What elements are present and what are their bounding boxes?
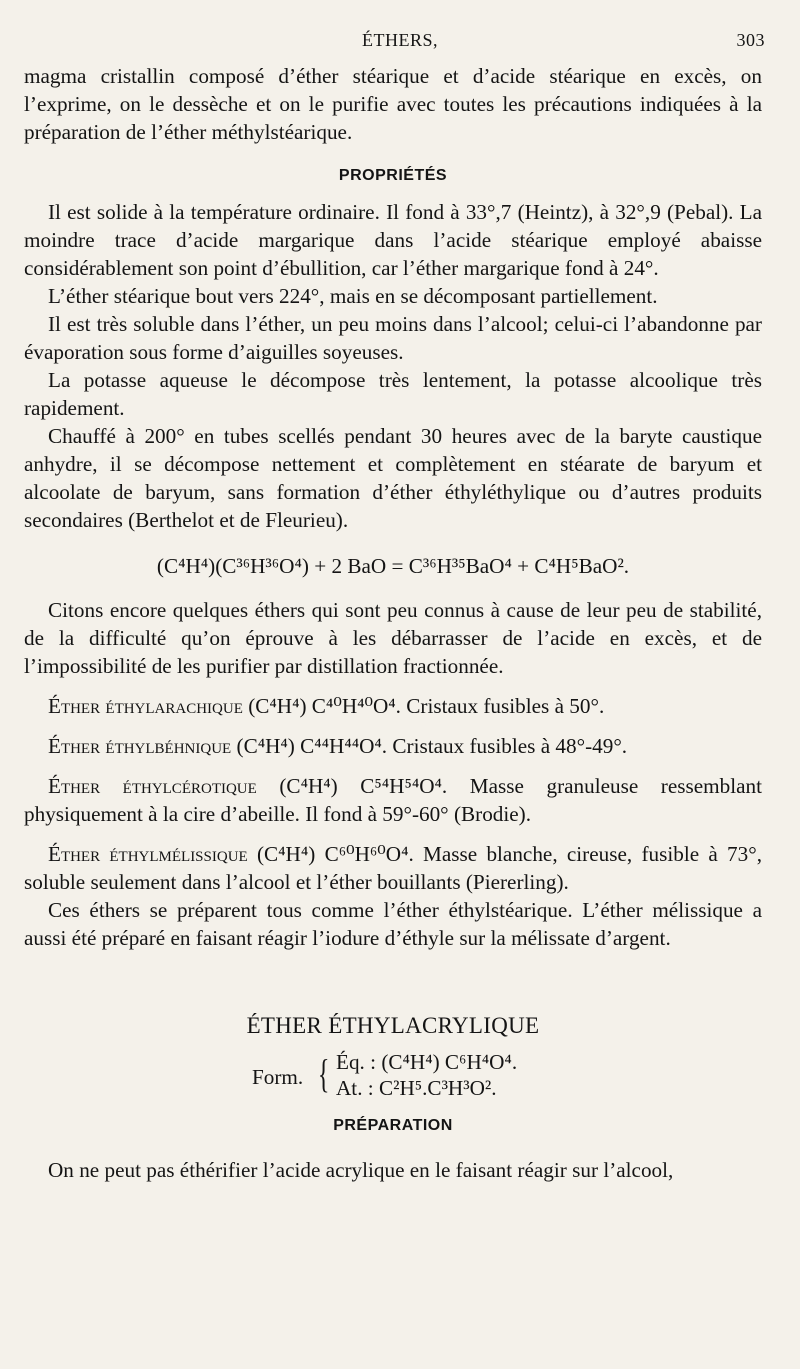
chemical-equation: (C⁴H⁴)(C³⁶H³⁶O⁴) + 2 BaO = C³⁶H³⁵BaO⁴ + C⁴H⁵BaO².	[156, 554, 630, 578]
ether-formula: (C⁴H⁴) C⁵⁴H⁵⁴O⁴.	[279, 774, 448, 798]
paragraph-other-ethers: Citons encore quelques éthers qui sont peu connus à cause de leur peu de stabilité, de la difficulté qu’on éprouve à les débarrasser de l’acide en excès, et de l’impossibilité de les purifier par distillation fractionnée.	[24, 598, 762, 678]
formula-equivalent: Éq. : (C⁴H⁴) C⁶H⁴O⁴.	[336, 1050, 518, 1074]
ether-formula: (C⁴H⁴) C⁶⁰H⁶⁰O⁴.	[256, 842, 414, 866]
ether-entry-melissique	[24, 840, 762, 896]
formula-atomic: At. : C²H⁵.C³H³O².	[336, 1076, 497, 1100]
ether-entry-behnique	[24, 732, 762, 760]
brace-symbol: {	[317, 1051, 330, 1096]
formula-block	[24, 1048, 762, 1106]
paragraph-preparation-note: Ces éthers se préparent tous comme l’éther éthylstéarique. L’éther mélissique a aussi été préparé en faisant réagir l’iodure d’éthyle sur la mélissate d’argent.	[24, 898, 762, 950]
ether-description: Cristaux fusibles à 48°-49°.	[392, 734, 628, 758]
ether-entry-cerotique	[24, 772, 762, 828]
ether-name: Éther éthylbéhnique	[48, 734, 232, 758]
ether-description: Masse blanche, cireuse, fusible à 73°, soluble seulement dans l’alcool et l’éther bouillants (Piererling).	[24, 842, 763, 894]
intro-paragraph: magma cristallin composé d’éther stéarique et d’acide stéarique en excès, on l’exprime, on le dessèche et on le purifie avec toutes les précautions indiquées à la préparation de l’éther méthylstéarique.	[24, 64, 762, 144]
formula-label: Form.	[252, 1065, 304, 1089]
ether-description: Cristaux fusibles à 50°.	[406, 694, 605, 718]
paragraph-acrylic-preparation: On ne peut pas éthérifier l’acide acrylique en le faisant réagir sur l’alcool,	[48, 1158, 674, 1182]
paragraph-solubility: Il est très soluble dans l’éther, un peu moins dans l’alcool; celui-ci l’abandonne par évaporation sous forme d’aiguilles soyeuses.	[24, 312, 762, 364]
ether-name: Éther éthylmélissique	[48, 842, 248, 866]
running-head	[0, 30, 800, 54]
ether-formula: (C⁴H⁴) C⁴⁰H⁴⁰O⁴.	[248, 694, 401, 718]
paragraph-baryte: Chauffé à 200° en tubes scellés pendant 30 heures avec de la baryte caustique anhydre, il se décompose nettement et complètement en stéarate de baryum et alcoolate de baryum, sans formation d’éther éthyléthylique ou d’autres produits secondaires (Berthelot et de Fleurieu).	[24, 424, 762, 532]
paragraph-boiling-point: L’éther stéarique bout vers 224°, mais en se décomposant partiellement.	[48, 284, 658, 308]
ether-formula: (C⁴H⁴) C⁴⁴H⁴⁴O⁴.	[236, 734, 388, 758]
ether-name: Éther éthylarachique	[48, 694, 243, 718]
running-title: ÉTHERS,	[361, 30, 438, 50]
page-body	[24, 62, 762, 1184]
section-title-ethylacrylique: ÉTHER ÉTHYLACRYLIQUE	[246, 1013, 540, 1038]
section-heading-proprietes: PROPRIÉTÉS	[338, 167, 448, 184]
ether-entry-arachique	[24, 692, 762, 720]
page-number: 303	[736, 30, 765, 50]
paragraph-melting-point: Il est solide à la température ordinaire. Il fond à 33°,7 (Heintz), à 32°,9 (Pebal). La moindre trace d’acide margarique dans l’acide stéarique employé abaisse considérablement son point d’ébullition, car l’éther margarique fond à 24°.	[24, 200, 762, 280]
paragraph-potash: La potasse aqueuse le décompose très lentement, la potasse alcoolique très rapidement.	[24, 368, 762, 420]
ether-description: Masse granuleuse ressemblant physiquement à la cire d’abeille. Il fond à 59°-60° (Brodie).	[24, 774, 763, 826]
section-heading-preparation: PRÉPARATION	[333, 1117, 453, 1134]
ether-name: Éther éthylcérotique	[48, 774, 257, 798]
